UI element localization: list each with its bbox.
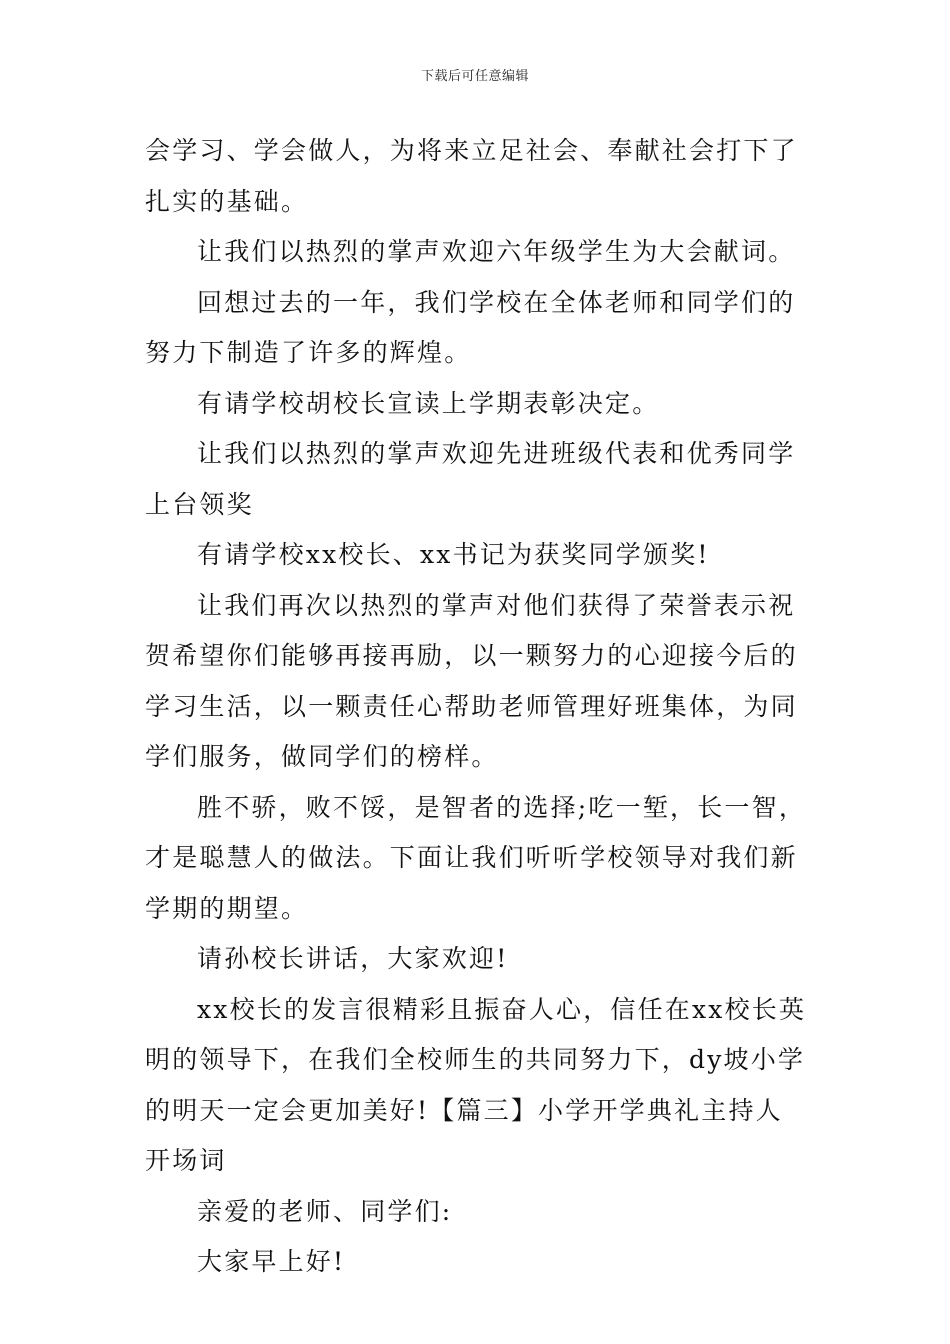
document-body — [145, 126, 810, 1288]
paragraph-1: 会学习、学会做人，为将来立足社会、奉献社会打下了扎实的基础。 — [145, 136, 798, 216]
paragraph-8: 胜不骄，败不馁，是智者的选择;吃一堑，长一智，才是聪慧人的做法。下面让我们听听学校领导对我们新学期的期望。 — [145, 792, 807, 923]
paragraph-6: 有请学校xx校长、xx书记为获奖同学颁奖! — [197, 540, 710, 569]
paragraph-12: 大家早上好! — [197, 1247, 346, 1276]
page-header-note: 下载后可任意编辑 — [420, 69, 529, 84]
paragraph-10: xx校长的发言很精彩且振奋人心，信任在xx校长英明的领导下，在我们全校师生的共同努力下，dy坡小学的明天一定会更加美好!【篇三】小学开学典礼主持人开场词 — [145, 994, 807, 1175]
paragraph-9: 请孙校长讲话，大家欢迎! — [197, 944, 509, 973]
paragraph-3: 回想过去的一年，我们学校在全体老师和同学们的努力下制造了许多的辉煌。 — [145, 287, 796, 367]
paragraph-2: 让我们以热烈的掌声欢迎六年级学生为大会献词。 — [197, 237, 796, 266]
paragraph-7: 让我们再次以热烈的掌声对他们获得了荣誉表示祝贺希望你们能够再接再励，以一颗努力的心迎接今后的学习生活，以一颗责任心帮助老师管理好班集体，为同学们服务，做同学们的榜样。 — [145, 590, 798, 771]
paragraph-5: 让我们以热烈的掌声欢迎先进班级代表和优秀同学上台领奖 — [145, 439, 796, 519]
paragraph-11: 亲爱的老师、同学们: — [197, 1196, 453, 1226]
paragraph-4: 有请学校胡校长宣读上学期表彰决定。 — [197, 388, 660, 418]
